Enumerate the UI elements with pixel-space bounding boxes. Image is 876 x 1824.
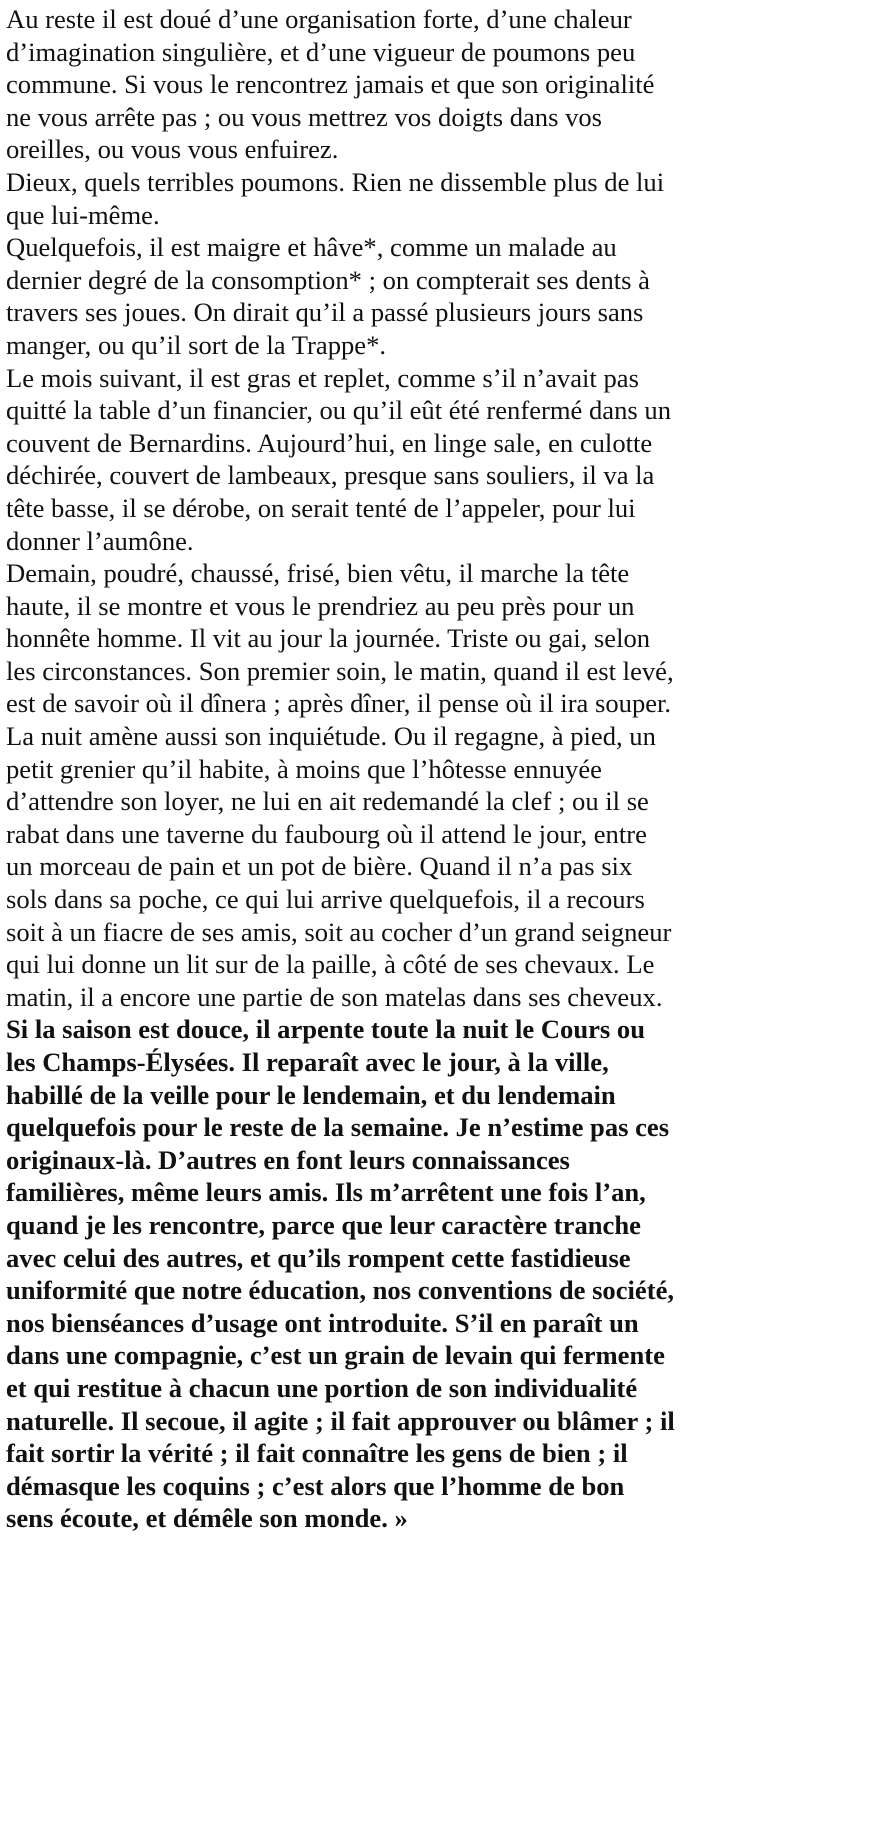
text-line: couvent de Bernardins. Aujourd’hui, en linge sale, en culotte xyxy=(6,427,653,458)
text-line: fait sortir la vérité ; il fait connaître les gens de bien ; il xyxy=(6,1438,628,1469)
text-line: sens écoute, et démêle son monde. » xyxy=(6,1503,408,1534)
text-line: ne vous arrête pas ; ou vous mettrez vos doigts dans vos xyxy=(6,101,603,132)
text-line: dans une compagnie, c’est un grain de levain qui fermente xyxy=(6,1340,665,1371)
text-line: Quelquefois, il est maigre et hâve*, comme un malade au xyxy=(6,232,617,263)
text-line: La nuit amène aussi son inquiétude. Ou il regagne, à pied, un xyxy=(6,721,656,752)
text-line: démasque les coquins ; c’est alors que l’homme de bon xyxy=(6,1470,625,1501)
text-line: d’attendre son loyer, ne lui en ait redemandé la clef ; ou il se xyxy=(6,786,649,817)
text-line: que lui-même. xyxy=(6,199,160,230)
text-line: et qui restitue à chacun une portion de son individualité xyxy=(6,1372,638,1403)
text-line: familières, même leurs amis. Ils m’arrêtent une fois l’an, xyxy=(6,1177,646,1208)
text-line: les Champs-Élysées. Il reparaît avec le jour, à la ville, xyxy=(6,1047,609,1077)
text-line: honnête homme. Il vit au jour la journée. Triste ou gai, selon xyxy=(6,623,651,654)
text-line: haute, il se montre et vous le prendriez au peu près pour un xyxy=(6,590,635,621)
text-line: Au reste il est doué d’une organisation forte, d’une chaleur xyxy=(6,4,632,34)
text-line: sols dans sa poche, ce qui lui arrive quelquefois, il a recours xyxy=(6,884,645,915)
text-line: soit à un fiacre de ses amis, soit au cocher d’un grand seigneur xyxy=(6,916,672,947)
text-line: rabat dans une taverne du faubourg où il attend le jour, entre xyxy=(6,818,647,849)
paragraph-6-bold xyxy=(6,1013,872,1535)
paragraph-4 xyxy=(6,362,872,558)
text-line: nos bienséances d’usage ont introduite. S’il en paraît un xyxy=(6,1307,639,1338)
paragraph-2 xyxy=(6,166,872,231)
text-line: un morceau de pain et un pot de bière. Quand il n’a pas six xyxy=(6,851,633,882)
paragraph-1 xyxy=(6,3,872,166)
text-line: commune. Si vous le rencontrez jamais et que son originalité xyxy=(6,69,655,100)
text-line: oreilles, ou vous vous enfuirez. xyxy=(6,134,339,165)
text-line: quelquefois pour le reste de la semaine. Je n’estime pas ces xyxy=(6,1112,670,1143)
text-line: tête basse, il se dérobe, on serait tenté de l’appeler, pour lui xyxy=(6,492,636,523)
text-line: matin, il a encore une partie de son matelas dans ses cheveux. xyxy=(6,981,663,1012)
text-line: déchirée, couvert de lambeaux, presque sans souliers, il va la xyxy=(6,460,655,491)
text-line: petit grenier qu’il habite, à moins que l’hôtesse ennuyée xyxy=(6,753,602,784)
text-line: travers ses joues. On dirait qu’il a passé plusieurs jours sans xyxy=(6,297,644,328)
text-line: naturelle. Il secoue, il agite ; il fait approuver ou blâmer ; il xyxy=(6,1405,675,1436)
text-line: Dieux, quels terribles poumons. Rien ne dissemble plus de lui xyxy=(6,166,665,197)
text-line: habillé de la veille pour le lendemain, et du lendemain xyxy=(6,1079,616,1110)
text-line: dernier degré de la consomption* ; on compterait ses dents à xyxy=(6,264,650,295)
text-line: avec celui des autres, et qu’ils rompent cette fastidieuse xyxy=(6,1242,631,1273)
text-line: qui lui donne un lit sur de la paille, à côté de ses chevaux. Le xyxy=(6,949,655,980)
text-line: quand je les rencontre, parce que leur caractère tranche xyxy=(6,1209,641,1240)
document-page xyxy=(6,3,872,1535)
text-line: originaux-là. D’autres en font leurs connaissances xyxy=(6,1144,570,1175)
text-line: donner l’aumône. xyxy=(6,525,194,556)
text-line: manger, ou qu’il sort de la Trappe*. xyxy=(6,329,387,360)
paragraph-3 xyxy=(6,231,872,361)
text-line: Demain, poudré, chaussé, frisé, bien vêtu, il marche la tête xyxy=(6,558,630,589)
text-line: uniformité que notre éducation, nos conventions de société, xyxy=(6,1275,675,1306)
text-line: est de savoir où il dînera ; après dîner, il pense où il ira souper. xyxy=(6,688,672,719)
text-line: les circonstances. Son premier soin, le matin, quand il est levé, xyxy=(6,655,674,686)
text-line: Si la saison est douce, il arpente toute la nuit le Cours ou xyxy=(6,1014,646,1045)
text-line: quitté la table d’un financier, ou qu’il eût été renfermé dans un xyxy=(6,395,671,426)
paragraph-5 xyxy=(6,557,872,1013)
text-line: Le mois suivant, il est gras et replet, comme s’il n’avait pas xyxy=(6,362,639,393)
text-line: d’imagination singulière, et d’une vigueur de poumons peu xyxy=(6,36,636,67)
